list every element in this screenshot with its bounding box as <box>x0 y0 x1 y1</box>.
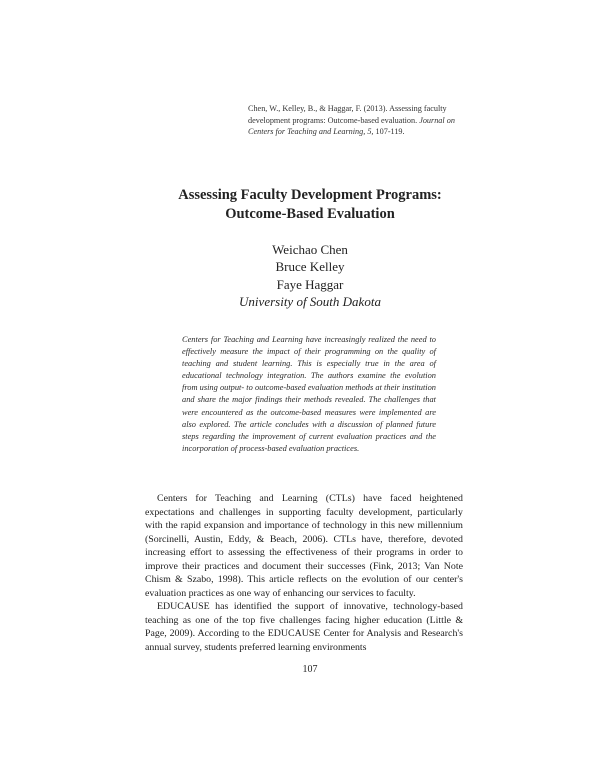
page-number: 107 <box>302 664 318 675</box>
body-paragraph: Centers for Teaching and Learning (CTLs) have faced heightened expectations and challenges in supporting faculty development, particularly with the rapid expansion and importance of technology in this new millennium (Sorcinelli, Austin, Eddy, & Beach, 2006). CTLs have, therefore, devoted increasing effort to assessing the effectiveness of their programs in order to improve their practices and document their successes (Fink, 2013; Van Note Chism & Szabo, 1998). This article reflects on the evolution of our center's evaluation practices as one way of enhancing our services to faculty. <box>145 493 463 599</box>
citation-journal: Journal on Centers for Teaching and Learning, 5, <box>248 115 455 137</box>
title-line-1: Assessing Faculty Development Programs: <box>178 187 442 203</box>
citation-block <box>248 103 470 138</box>
author-name: Weichao Chen <box>272 242 348 257</box>
body-text <box>145 492 463 654</box>
body-paragraph: EDUCAUSE has identified the support of innovative, technology-based teaching as one of the top five challenges facing higher education (Little & Page, 2009). According to the EDUCAUSE Center for Analysis and Research's annual survey, students preferred learning environments <box>145 601 463 653</box>
article-title <box>100 186 520 224</box>
author-name: Bruce Kelley <box>275 259 345 275</box>
citation-pages: 107-119. <box>373 127 405 137</box>
title-line-2: Outcome-Based Evaluation <box>225 206 395 222</box>
author-block <box>160 241 460 311</box>
author-affiliation: University of South Dakota <box>239 294 381 310</box>
abstract: Centers for Teaching and Learning have increasingly realized the need to effectively measure the impact of their programming on the quality of teaching and student learning. This is especially true in the area of educational technology integration. The authors examine the evolution from using output- to outcome-based evaluation methods at their institution and share the major findings their methods revealed. The challenges that were encountered as the outcome-based measures were implemented are also explored. The article concludes with a discussion of planned future steps regarding the improvement of current evaluation practices and the incorporation of process-based evaluation practices. <box>182 335 436 453</box>
citation-text: Chen, W., Kelley, B., & Haggar, F. (2013). Assessing faculty development programs: Outcome-based evaluation. <box>248 104 447 125</box>
author-name: Faye Haggar <box>276 276 344 292</box>
